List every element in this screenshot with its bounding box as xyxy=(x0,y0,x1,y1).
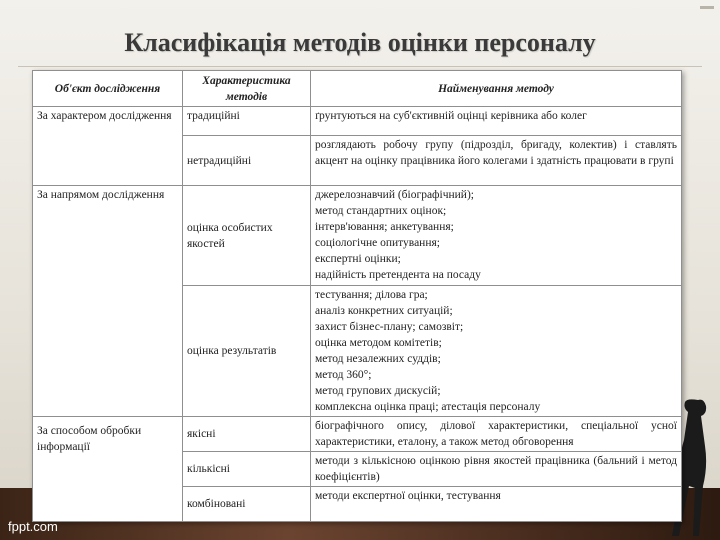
method-line: комплексна оцінка праці; атестація персоналу xyxy=(315,401,541,413)
header-object: Об'єкт дослідження xyxy=(33,71,183,107)
characteristic-cell: комбіновані xyxy=(183,487,311,522)
method-line: розглядають робочу групу (підрозділ, бригаду, колектив) і ставлять акцент на оцінку працівника його колегами і здатність працювати в групі xyxy=(315,139,677,167)
method-line: соціологічне опитування; xyxy=(315,237,440,249)
method-line: експертні оцінки; xyxy=(315,253,401,265)
methods-cell xyxy=(311,487,682,522)
group-by-direction: За напрямом дослідження xyxy=(33,186,183,417)
methods-cell xyxy=(311,286,682,417)
characteristic-cell: оцінка результатів xyxy=(183,286,311,417)
methods-classification-table xyxy=(32,70,682,522)
method-line: методи експертної оцінки, тестування xyxy=(315,490,501,502)
method-line: біографічного опису, ділової характеристики, спеціальної усної характеристики, еталону, а також метод обговорення xyxy=(315,420,677,448)
characteristic-cell: якісні xyxy=(183,417,311,452)
method-line: метод групових дискусій; xyxy=(315,385,441,397)
table-row xyxy=(33,186,682,286)
table-row xyxy=(33,417,682,452)
characteristic-cell: оцінка особистих якостей xyxy=(183,186,311,286)
method-line: тестування; ділова гра; xyxy=(315,289,428,301)
method-line: оцінка методом комітетів; xyxy=(315,337,442,349)
methods-cell xyxy=(311,452,682,487)
method-line: метод незалежних суддів; xyxy=(315,353,441,365)
methods-cell xyxy=(311,417,682,452)
header-row xyxy=(33,71,682,107)
table-row xyxy=(33,107,682,136)
slide-title: Класифікація методів оцінки персоналу xyxy=(124,28,596,57)
method-line: метод стандартних оцінок; xyxy=(315,205,447,217)
method-line: інтерв'ювання; анкетування; xyxy=(315,221,454,233)
header-characteristic: Характеристика методів xyxy=(183,71,311,107)
characteristic-cell: нетрадиційні xyxy=(183,136,311,186)
header-method-name: Найменування методу xyxy=(311,71,682,107)
method-line: захист бізнес-плану; самозвіт; xyxy=(315,321,464,333)
methods-cell xyxy=(311,107,682,136)
characteristic-cell: традиційні xyxy=(183,107,311,136)
characteristic-cell: кількісні xyxy=(183,452,311,487)
method-line: аналіз конкретних ситуацій; xyxy=(315,305,453,317)
methods-cell xyxy=(311,186,682,286)
method-line: ґрунтуються на суб'єктивній оцінці керівника або колег xyxy=(315,110,587,122)
corner-mark xyxy=(700,6,714,9)
method-line: джерелознавчий (біографічний); xyxy=(315,189,474,201)
fppt-logo: fppt.com xyxy=(8,519,58,534)
methods-cell xyxy=(311,136,682,186)
title-divider xyxy=(18,66,702,67)
group-by-processing: За способом обробки інформації xyxy=(33,417,183,522)
method-line: методи з кількісною оцінкою рівня якостей працівника (бальний і метод коефіцієнтів) xyxy=(315,455,677,483)
group-by-character: За характером дослідження xyxy=(33,107,183,186)
method-line: надійність претендента на посаду xyxy=(315,269,481,281)
method-line: метод 360°; xyxy=(315,369,372,381)
